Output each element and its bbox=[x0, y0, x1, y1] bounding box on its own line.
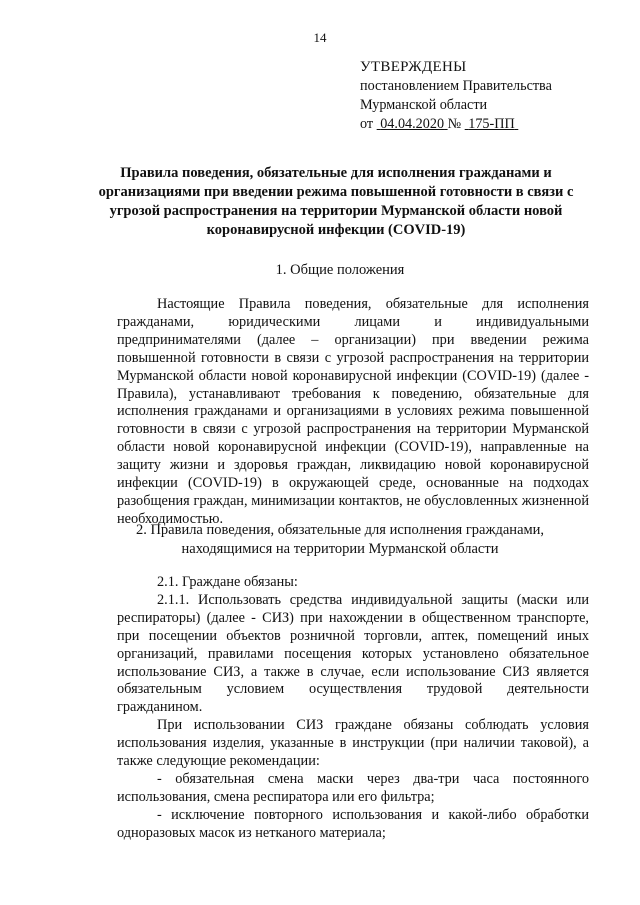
section2-heading-line1: 2. Правила поведения, обязательные для исполнения гражданами, bbox=[135, 522, 545, 538]
approval-line1: постановлением Правительства bbox=[360, 78, 552, 94]
recommendation-item-1: - обязательная смена маски через два-три часа постоянного использования, смена респиратора или его фильтра; bbox=[117, 770, 589, 805]
recommendation-item-2: - исключение повторного использования и какой-либо обработки одноразовых масок из нетканого материала; bbox=[117, 806, 589, 841]
section1-body bbox=[117, 296, 589, 529]
approval-prefix: от bbox=[360, 116, 374, 132]
approval-number: 175-ПП bbox=[468, 116, 515, 132]
section1-paragraph: Настоящие Правила поведения, обязательные для исполнения гражданами, юридическими лицами и индивидуальными предпринимателями (далее – организации) при введении режима повышенной готовности в связи с угрозой распространения на территории Мурманской области новой коронавирусной инфекции (COVID-19) (далее - Правила), устанавливают требования к поведению, обязательные для исполнения гражданами и организациями в условиях режима повышенной готовности в связи с угрозой распространения на территории Мурманской области новой коронавирусной инфекции (COVID-19), направленные на защиту жизни и здоровья граждан, ликвидацию новой коронавирусной инфекции (COVID-19) в окружающей среде, основанные на подходах разобщения граждан, минимизации контактов, не обусловленных жизненной необходимостью. bbox=[117, 296, 589, 527]
page-number: 14 bbox=[313, 30, 327, 45]
paragraph-siz-use: При использовании СИЗ граждане обязаны соблюдать условия использования изделия, указанные в инструкции (при наличии таковой), а также следующие рекомендации: bbox=[117, 717, 589, 770]
approval-line2: Мурманской области bbox=[360, 97, 488, 113]
approval-number-sign: № bbox=[447, 116, 462, 132]
document-title: Правила поведения, обязательные для исполнения гражданами и организациями при введении режима повышенной готовности в связи с угрозой распространения на территории Мурманской области новой коронавирусной инфекции (COVID-19) bbox=[98, 165, 574, 238]
section2-body bbox=[117, 574, 589, 843]
section1-heading: 1. Общие положения bbox=[275, 262, 405, 278]
approval-date: 04.04.2020 bbox=[380, 116, 445, 132]
paragraph-2-1: 2.1. Граждане обязаны: bbox=[157, 574, 298, 590]
section2-heading-line2: находящимися на территории Мурманской области bbox=[181, 541, 499, 557]
approval-block bbox=[360, 58, 552, 134]
approval-heading: УТВЕРЖДЕНЫ bbox=[360, 59, 467, 75]
approval-date-line bbox=[360, 115, 552, 134]
paragraph-2-1-1: 2.1.1. Использовать средства индивидуальной защиты (маски или респираторы) (далее - СИЗ) при нахождении в общественном транспорте, при посещении объектов розничной торговли, аптек, помещений иных организаций, правилами посещения которых установлено обязательное использование СИЗ, а также в случае, если использование СИЗ является обязательным условием осуществления трудовой деятельности гражданином. bbox=[117, 591, 589, 716]
section2-heading bbox=[60, 521, 620, 559]
